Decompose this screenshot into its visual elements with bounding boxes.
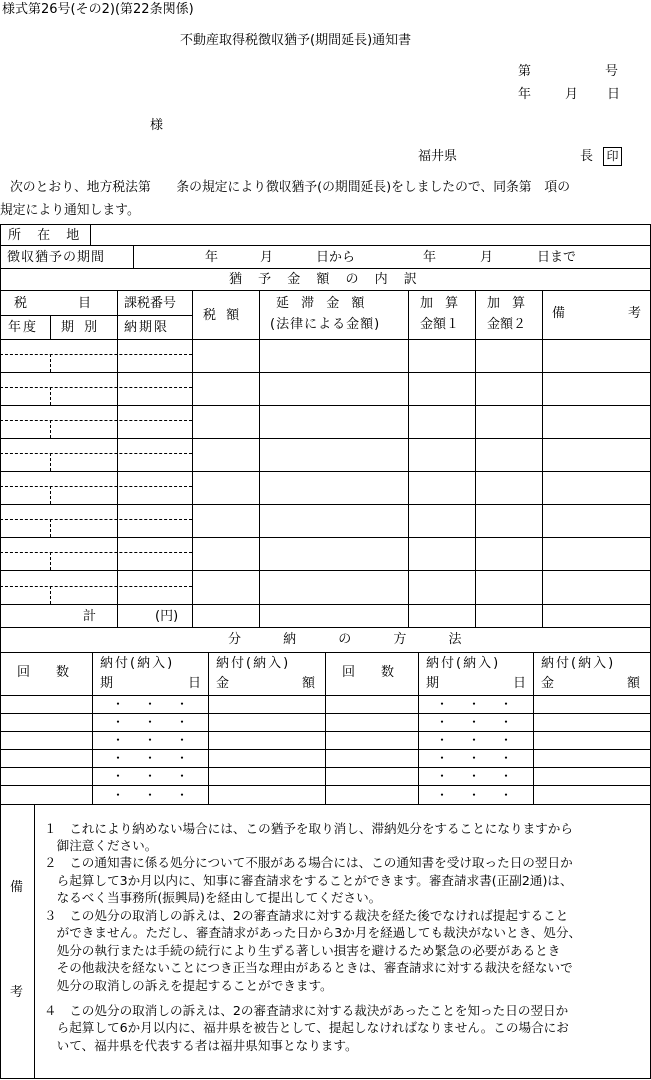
date-year: 年 bbox=[518, 87, 532, 102]
document-title: 不動産取得税徴収猶予(期間延長)通知書 bbox=[180, 33, 412, 48]
col-entai-2: (法律による金額) bbox=[270, 317, 381, 332]
remarks-label-bottom: 考 bbox=[10, 985, 24, 1000]
date-month: 月 bbox=[565, 87, 579, 102]
note-line: １ これにより納めない場合には、この猶予を取り消し、滞納処分をすることになりますから bbox=[44, 821, 573, 836]
installment-heading: 分 納 の 方 法 bbox=[228, 632, 481, 647]
col-kasan1-a: 加 算 bbox=[420, 296, 463, 311]
inst-amt-right-1: 納付(納入) bbox=[541, 656, 616, 671]
col-kasan1-b: 金額１ bbox=[420, 317, 460, 332]
inst-date-left-2a: 期 bbox=[100, 676, 114, 691]
inst-dots-left: ・・・ bbox=[112, 697, 209, 711]
inst-dots-right: ・・・ bbox=[436, 697, 533, 711]
location-label: 所 在 地 bbox=[8, 228, 86, 243]
form-number: 様式第26号(その2)(第22条関係) bbox=[2, 2, 194, 17]
note-line: ２ この通知書に係る処分について不服がある場合には、この通知書を受け取った日の翌日か bbox=[44, 855, 573, 870]
inst-kaisu-left: 回 数 bbox=[17, 665, 70, 680]
period-to-day: 日まで bbox=[537, 250, 577, 265]
number-dai: 第 bbox=[518, 64, 532, 79]
number-go: 号 bbox=[605, 64, 619, 79]
note-line: その他裁決を経ないことにつき正当な理由があるときは、審査請求に対する裁決を経ないで bbox=[44, 960, 573, 975]
date-day: 日 bbox=[607, 87, 621, 102]
note-line: ら起算して3か月以内に、知事に審査請求をすることができます。審査請求書(正副2通)は、 bbox=[44, 873, 573, 888]
col-kasan2-b: 金額２ bbox=[487, 317, 527, 332]
seal-stamp: 印 bbox=[603, 147, 622, 166]
period-label: 徴収猶予の期間 bbox=[7, 250, 106, 265]
remarks-label-top: 備 bbox=[10, 880, 24, 895]
note-line: ら起算して6か月以内に、福井県を被告として、提起しなければなりません。この場合にお bbox=[44, 1020, 569, 1035]
inst-date-right-1: 納付(納入) bbox=[426, 656, 501, 671]
period-from-year: 年 bbox=[205, 250, 219, 265]
inst-dots-left: ・・・ bbox=[112, 733, 209, 747]
inst-amt-left-2b: 額 bbox=[302, 676, 316, 691]
col-bango: 課税番号 bbox=[124, 296, 177, 311]
note-line: ３ この処分の取消しの訴えは、2の審査請求に対する裁決を経た後でなければ提起すること bbox=[44, 908, 569, 923]
inst-amt-right-2b: 額 bbox=[627, 676, 641, 691]
intro-line-2: 規定により通知します。 bbox=[0, 203, 140, 218]
period-to-month: 月 bbox=[480, 250, 494, 265]
inst-dots-right: ・・・ bbox=[436, 733, 533, 747]
col-kigen: 納期限 bbox=[124, 320, 170, 335]
inst-dots-left: ・・・ bbox=[112, 769, 209, 783]
inst-date-right-2b: 日 bbox=[513, 676, 527, 691]
col-zeimoku: 税 目 bbox=[14, 296, 95, 311]
issuer-cho: 長 bbox=[580, 149, 594, 164]
issuer-prefecture: 福井県 bbox=[418, 149, 458, 164]
inst-dots-right: ・・・ bbox=[436, 751, 533, 765]
period-from-month: 月 bbox=[260, 250, 274, 265]
intro-line-1: 次のとおり、地方税法第 条の規定により徴収猶予(の期間延長)をしましたので、同条第 項の bbox=[10, 180, 570, 195]
inst-kaisu-right: 回 数 bbox=[342, 665, 395, 680]
note-line: 処分の取消しの訴えを提起することができます。 bbox=[44, 978, 333, 993]
period-to-year: 年 bbox=[423, 250, 437, 265]
col-zeigaku: 税 額 bbox=[203, 308, 243, 323]
period-from-day: 日から bbox=[316, 250, 356, 265]
inst-dots-right: ・・・ bbox=[436, 769, 533, 783]
col-nendo: 年度 bbox=[8, 320, 39, 335]
inst-date-left-2b: 日 bbox=[188, 676, 202, 691]
total-label: 計 bbox=[83, 609, 97, 624]
inst-amt-left-2a: 金 bbox=[216, 676, 230, 691]
inst-dots-right: ・・・ bbox=[436, 715, 533, 729]
breakdown-heading: 猶 予 金 額 の 内 訳 bbox=[229, 272, 423, 287]
inst-dots-left: ・・・ bbox=[112, 715, 209, 729]
col-kasan2-a: 加 算 bbox=[487, 296, 530, 311]
inst-dots-right: ・・・ bbox=[436, 788, 533, 802]
note-line: ができません。ただし、審査請求があった日から3か月を経過しても裁決がないとき、処分、 bbox=[44, 925, 582, 940]
inst-dots-left: ・・・ bbox=[112, 788, 209, 802]
note-line: 処分の執行または手続の続行により生ずる著しい損害を避けるため緊急の必要があるとき bbox=[44, 943, 561, 958]
inst-date-right-2a: 期 bbox=[426, 676, 440, 691]
note-line: なるべく当事務所(振興局)を経由して提出してください。 bbox=[44, 890, 382, 905]
col-entai-1: 延 滞 金 額 bbox=[276, 296, 369, 311]
recipient-sama: 様 bbox=[150, 118, 164, 133]
inst-amt-left-1: 納付(納入) bbox=[216, 656, 291, 671]
note-line: いて、福井県を代表する者は福井県知事となります。 bbox=[44, 1038, 358, 1053]
inst-dots-left: ・・・ bbox=[112, 751, 209, 765]
col-biko: 備 考 bbox=[552, 306, 648, 321]
note-line: 御注意ください。 bbox=[44, 838, 158, 853]
col-kibetsu: 期 別 bbox=[61, 320, 101, 335]
inst-amt-right-2a: 金 bbox=[541, 676, 555, 691]
note-line: ４ この処分の取消しの訴えは、2の審査請求に対する裁決があったことを知った日の翌日か bbox=[44, 1003, 569, 1018]
total-unit: (円) bbox=[155, 609, 179, 624]
inst-date-left-1: 納付(納入) bbox=[100, 656, 175, 671]
